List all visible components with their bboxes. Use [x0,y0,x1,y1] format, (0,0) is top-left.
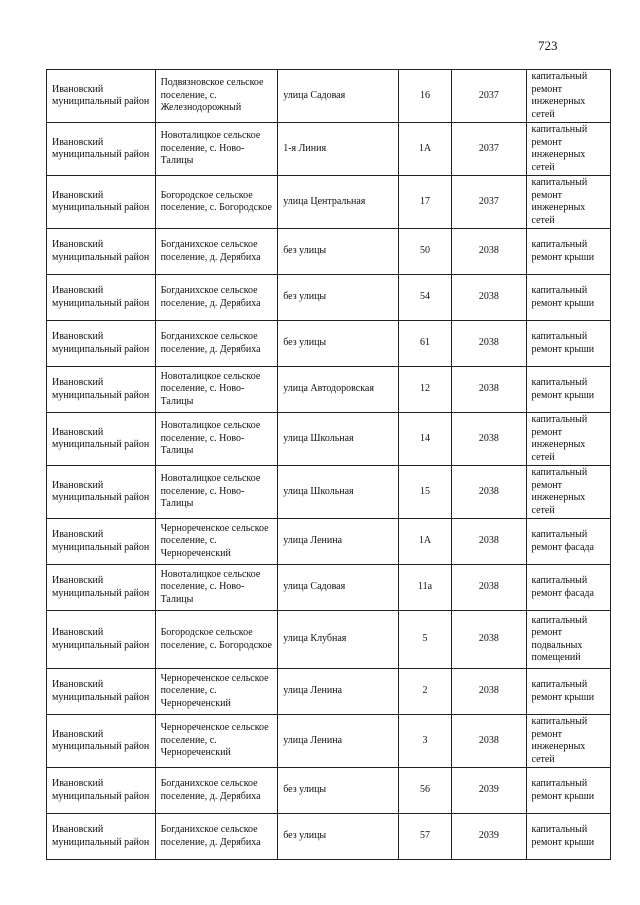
settlement-cell: Новоталицкое сельское поселение, с. Ново-Талицы [155,565,278,611]
house-number-cell: 50 [398,229,451,275]
table-row [47,768,611,814]
district-cell: Ивановский муниципальный район [47,611,156,669]
settlement-cell: Богданихское сельское поселение, д. Дерябиха [155,814,278,860]
table-row [47,413,611,466]
year-cell: 2038 [452,229,526,275]
district-cell: Ивановский муниципальный район [47,814,156,860]
settlement-cell: Богданихское сельское поселение, д. Дерябиха [155,229,278,275]
year-cell: 2038 [452,466,526,519]
year-cell: 2038 [452,715,526,768]
year-cell: 2039 [452,768,526,814]
house-number-cell: 11а [398,565,451,611]
table-row [47,565,611,611]
year-cell: 2038 [452,669,526,715]
work-type-cell: капитальный ремонт инженерных сетей [526,413,610,466]
table-body [47,70,611,860]
street-cell: без улицы [278,814,399,860]
house-number-cell: 56 [398,768,451,814]
settlement-cell: Новоталицкое сельское поселение, с. Ново-Талицы [155,466,278,519]
housing-repair-table [46,69,611,860]
table-row [47,519,611,565]
year-cell: 2037 [452,176,526,229]
year-cell: 2038 [452,611,526,669]
settlement-cell: Чернореченское сельское поселение, с. Чернореченский [155,519,278,565]
house-number-cell: 54 [398,275,451,321]
street-cell: улица Школьная [278,466,399,519]
district-cell: Ивановский муниципальный район [47,275,156,321]
district-cell: Ивановский муниципальный район [47,466,156,519]
house-number-cell: 3 [398,715,451,768]
table-row [47,715,611,768]
settlement-cell: Новоталицкое сельское поселение, с. Ново-Талицы [155,367,278,413]
work-type-cell: капитальный ремонт подвальных помещений [526,611,610,669]
table-row [47,814,611,860]
street-cell: улица Ленина [278,715,399,768]
settlement-cell: Богданихское сельское поселение, д. Дерябиха [155,768,278,814]
settlement-cell: Новоталицкое сельское поселение, с. Ново-Талицы [155,413,278,466]
year-cell: 2038 [452,413,526,466]
settlement-cell: Чернореченское сельское поселение, с. Чернореченский [155,715,278,768]
settlement-cell: Богданихское сельское поселение, д. Дерябиха [155,321,278,367]
settlement-cell: Чернореченское сельское поселение, с. Чернореченский [155,669,278,715]
street-cell: без улицы [278,321,399,367]
table-row [47,367,611,413]
district-cell: Ивановский муниципальный район [47,413,156,466]
district-cell: Ивановский муниципальный район [47,367,156,413]
work-type-cell: капитальный ремонт крыши [526,768,610,814]
settlement-cell: Богородское сельское поселение, с. Богородское [155,611,278,669]
house-number-cell: 16 [398,70,451,123]
street-cell: улица Ленина [278,519,399,565]
house-number-cell: 1А [398,519,451,565]
street-cell: улица Садовая [278,565,399,611]
table-row [47,321,611,367]
district-cell: Ивановский муниципальный район [47,176,156,229]
table-row [47,70,611,123]
year-cell: 2037 [452,70,526,123]
table-row [47,176,611,229]
year-cell: 2038 [452,565,526,611]
street-cell: улица Ленина [278,669,399,715]
year-cell: 2037 [452,123,526,176]
street-cell: улица Клубная [278,611,399,669]
street-cell: без улицы [278,275,399,321]
work-type-cell: капитальный ремонт инженерных сетей [526,123,610,176]
work-type-cell: капитальный ремонт крыши [526,367,610,413]
work-type-cell: капитальный ремонт крыши [526,321,610,367]
district-cell: Ивановский муниципальный район [47,321,156,367]
district-cell: Ивановский муниципальный район [47,519,156,565]
table-row [47,275,611,321]
work-type-cell: капитальный ремонт крыши [526,814,610,860]
house-number-cell: 57 [398,814,451,860]
district-cell: Ивановский муниципальный район [47,565,156,611]
table-row [47,229,611,275]
street-cell: улица Автодоровская [278,367,399,413]
district-cell: Ивановский муниципальный район [47,70,156,123]
work-type-cell: капитальный ремонт инженерных сетей [526,715,610,768]
house-number-cell: 15 [398,466,451,519]
settlement-cell: Подвязновское сельское поселение, с. Железнодорожный [155,70,278,123]
house-number-cell: 14 [398,413,451,466]
year-cell: 2038 [452,321,526,367]
work-type-cell: капитальный ремонт инженерных сетей [526,70,610,123]
street-cell: улица Центральная [278,176,399,229]
table-row [47,123,611,176]
work-type-cell: капитальный ремонт инженерных сетей [526,466,610,519]
house-number-cell: 12 [398,367,451,413]
house-number-cell: 2 [398,669,451,715]
district-cell: Ивановский муниципальный район [47,715,156,768]
settlement-cell: Богданихское сельское поселение, д. Дерябиха [155,275,278,321]
work-type-cell: капитальный ремонт фасада [526,565,610,611]
street-cell: 1-я Линия [278,123,399,176]
table-row [47,466,611,519]
table-row [47,611,611,669]
year-cell: 2038 [452,367,526,413]
work-type-cell: капитальный ремонт инженерных сетей [526,176,610,229]
year-cell: 2038 [452,275,526,321]
house-number-cell: 17 [398,176,451,229]
house-number-cell: 5 [398,611,451,669]
district-cell: Ивановский муниципальный район [47,768,156,814]
settlement-cell: Новоталицкое сельское поселение, с. Ново-Талицы [155,123,278,176]
settlement-cell: Богородское сельское поселение, с. Богородское [155,176,278,229]
house-number-cell: 1А [398,123,451,176]
page-number: 723 [538,38,558,53]
district-cell: Ивановский муниципальный район [47,669,156,715]
district-cell: Ивановский муниципальный район [47,123,156,176]
street-cell: без улицы [278,768,399,814]
table-row [47,669,611,715]
street-cell: без улицы [278,229,399,275]
work-type-cell: капитальный ремонт крыши [526,669,610,715]
work-type-cell: капитальный ремонт крыши [526,229,610,275]
street-cell: улица Школьная [278,413,399,466]
year-cell: 2039 [452,814,526,860]
work-type-cell: капитальный ремонт фасада [526,519,610,565]
work-type-cell: капитальный ремонт крыши [526,275,610,321]
street-cell: улица Садовая [278,70,399,123]
house-number-cell: 61 [398,321,451,367]
district-cell: Ивановский муниципальный район [47,229,156,275]
year-cell: 2038 [452,519,526,565]
